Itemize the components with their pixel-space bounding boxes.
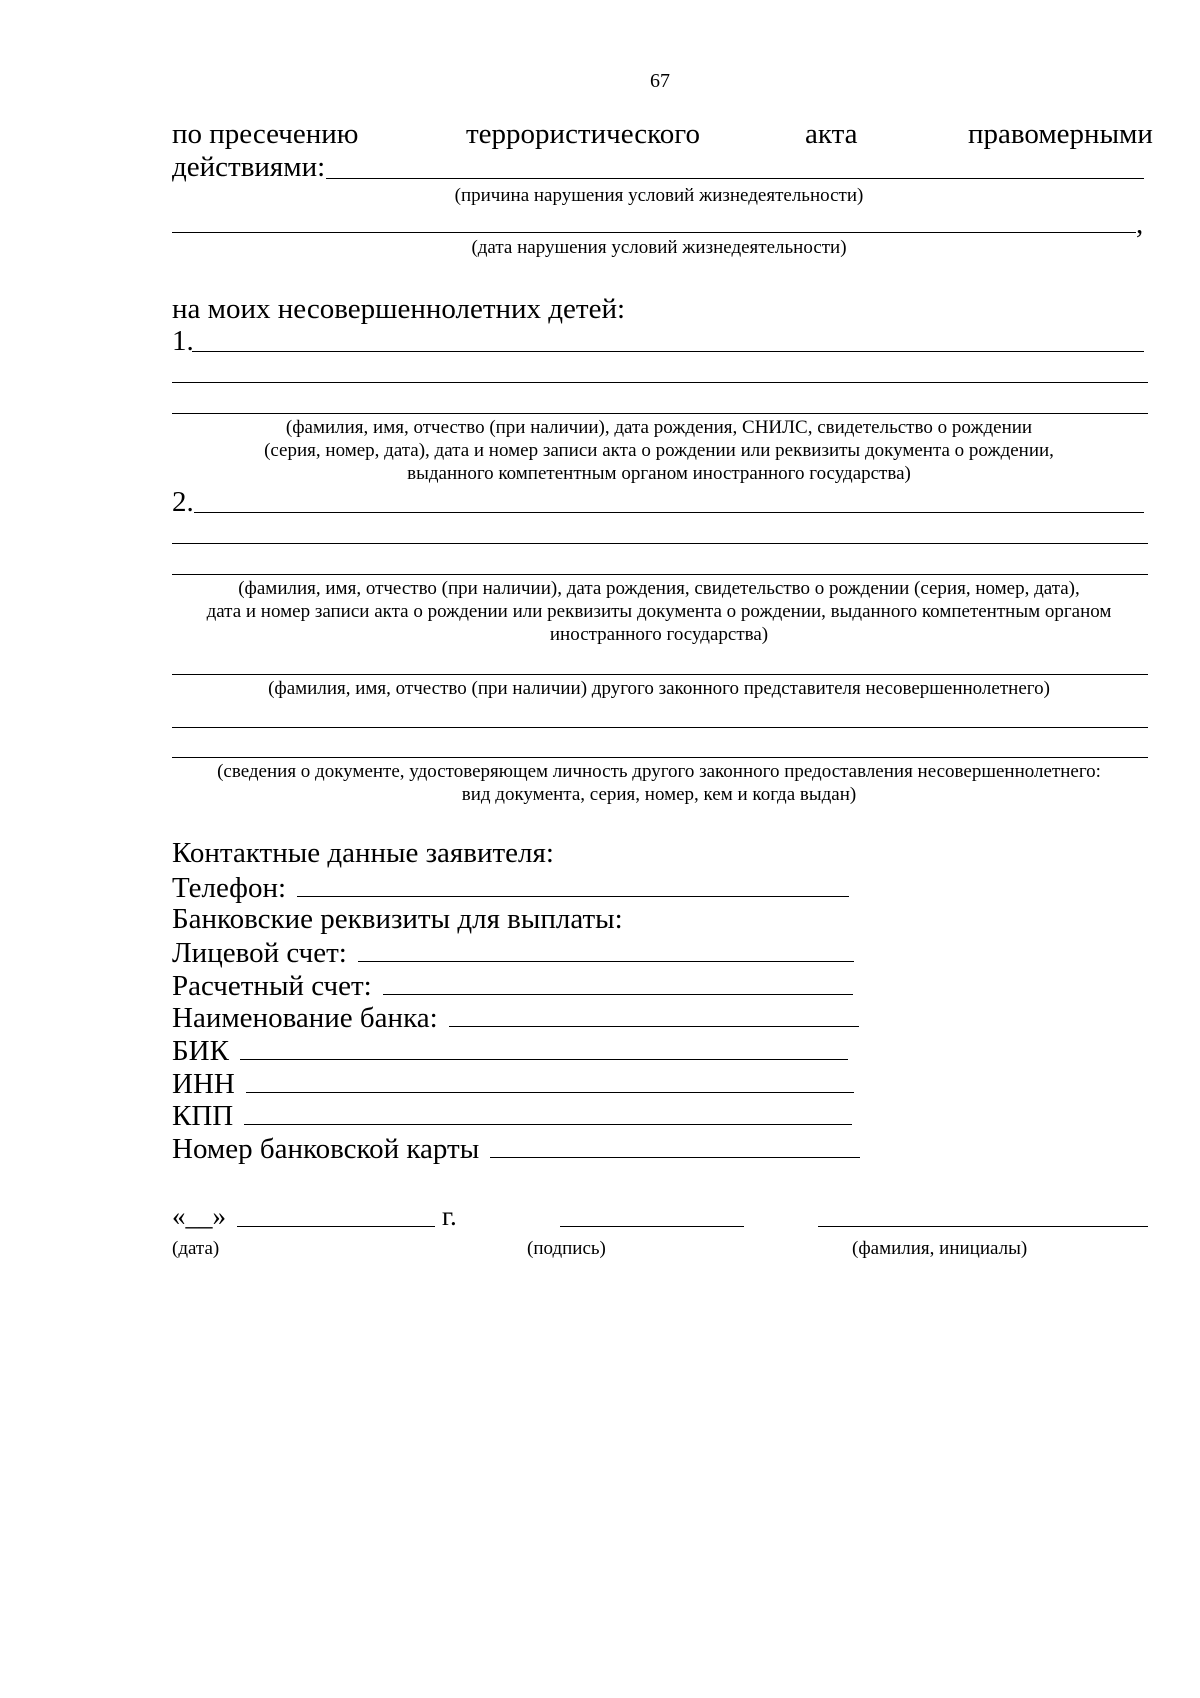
phone-label: Телефон:	[172, 872, 287, 904]
child2-field-line2[interactable]	[172, 543, 1148, 544]
intro-word-4: правомерными	[968, 118, 1153, 150]
name-initials-field[interactable]	[818, 1226, 1148, 1227]
document-caption-line2: вид документа, серия, номер, кем и когда выдан)	[461, 784, 857, 805]
bank-name-row	[172, 1000, 859, 1035]
name-caption: (фамилия, инициалы)	[852, 1238, 1028, 1259]
date-violation-field[interactable]	[172, 232, 1136, 233]
intro-word-1: по пресечению	[172, 118, 359, 150]
child1-caption-line3: выданного компетентным органом иностранного государства)	[407, 463, 911, 484]
date-quotes[interactable]: «__»	[172, 1201, 226, 1231]
inn-label: ИНН	[172, 1068, 235, 1100]
representative-field[interactable]	[172, 674, 1148, 675]
intro-line2-label: действиями:	[172, 151, 326, 183]
document-field-line1[interactable]	[172, 727, 1148, 728]
date-violation-caption: (дата нарушения условий жизнедеятельности)	[471, 237, 847, 258]
kpp-field[interactable]	[244, 1098, 852, 1125]
settlement-account-row	[172, 968, 853, 1003]
inn-field[interactable]	[246, 1066, 854, 1093]
year-suffix: г.	[442, 1201, 457, 1231]
settlement-account-label: Расчетный счет:	[172, 970, 372, 1002]
bank-name-label: Наименование банка:	[172, 1002, 438, 1034]
phone-field[interactable]	[297, 870, 849, 897]
child1-field-line3[interactable]	[172, 413, 1148, 414]
card-number-field[interactable]	[490, 1131, 860, 1158]
child2-number: 2.	[172, 486, 194, 518]
bik-row	[172, 1033, 848, 1068]
card-number-row	[172, 1131, 860, 1166]
children-heading: на моих несовершеннолетних детей:	[172, 293, 626, 325]
bank-name-field[interactable]	[449, 1000, 859, 1027]
child2-caption-line1: (фамилия, имя, отчество (при наличии), дата рождения, свидетельство о рождении (серия, номер, дата),	[238, 578, 1080, 599]
child2-caption-line2: дата и номер записи акта о рождении или реквизиты документа о рождении, выданного компетентным органом	[206, 601, 1112, 622]
phone-row	[172, 870, 849, 905]
reason-field[interactable]	[326, 178, 1144, 179]
bik-label: БИК	[172, 1035, 229, 1067]
inn-row	[172, 1066, 854, 1101]
kpp-row	[172, 1098, 852, 1133]
child1-number: 1.	[172, 325, 194, 357]
date-month-field[interactable]	[237, 1226, 435, 1227]
intro-word-3: акта	[805, 118, 858, 150]
document-field-line2[interactable]	[172, 757, 1148, 758]
child1-caption-line1: (фамилия, имя, отчество (при наличии), дата рождения, СНИЛС, свидетельство о рождении	[285, 417, 1033, 438]
child1-field-line2[interactable]	[172, 382, 1148, 383]
trailing-comma: ,	[1136, 208, 1144, 240]
signature-caption: (подпись)	[527, 1238, 606, 1259]
bank-heading: Банковские реквизиты для выплаты:	[172, 903, 623, 935]
child2-caption-line3: иностранного государства)	[549, 624, 769, 645]
child2-field-line1[interactable]	[194, 512, 1144, 513]
personal-account-row	[172, 935, 854, 970]
intro-word-2: террористического	[466, 118, 700, 150]
personal-account-label: Лицевой счет:	[172, 937, 347, 969]
document-caption-line1: (сведения о документе, удостоверяющем личность другого законного предоставления несовершеннолетнего:	[217, 761, 1101, 782]
kpp-label: КПП	[172, 1100, 234, 1132]
settlement-account-field[interactable]	[383, 968, 853, 995]
date-caption: (дата)	[172, 1238, 220, 1259]
representative-caption: (фамилия, имя, отчество (при наличии) другого законного представителя несовершеннолетнего)	[268, 678, 1050, 699]
personal-account-field[interactable]	[358, 935, 854, 962]
child2-field-line3[interactable]	[172, 574, 1148, 575]
signature-field[interactable]	[560, 1226, 744, 1227]
reason-caption: (причина нарушения условий жизнедеятельности)	[454, 185, 864, 206]
bik-field[interactable]	[240, 1033, 848, 1060]
child1-caption-line2: (серия, номер, дата), дата и номер записи акта о рождении или реквизиты документа о рождении,	[264, 440, 1054, 461]
page-number: 67	[650, 70, 670, 92]
child1-field-line1[interactable]	[192, 351, 1144, 352]
card-number-label: Номер банковской карты	[172, 1133, 480, 1165]
contacts-heading: Контактные данные заявителя:	[172, 837, 554, 869]
